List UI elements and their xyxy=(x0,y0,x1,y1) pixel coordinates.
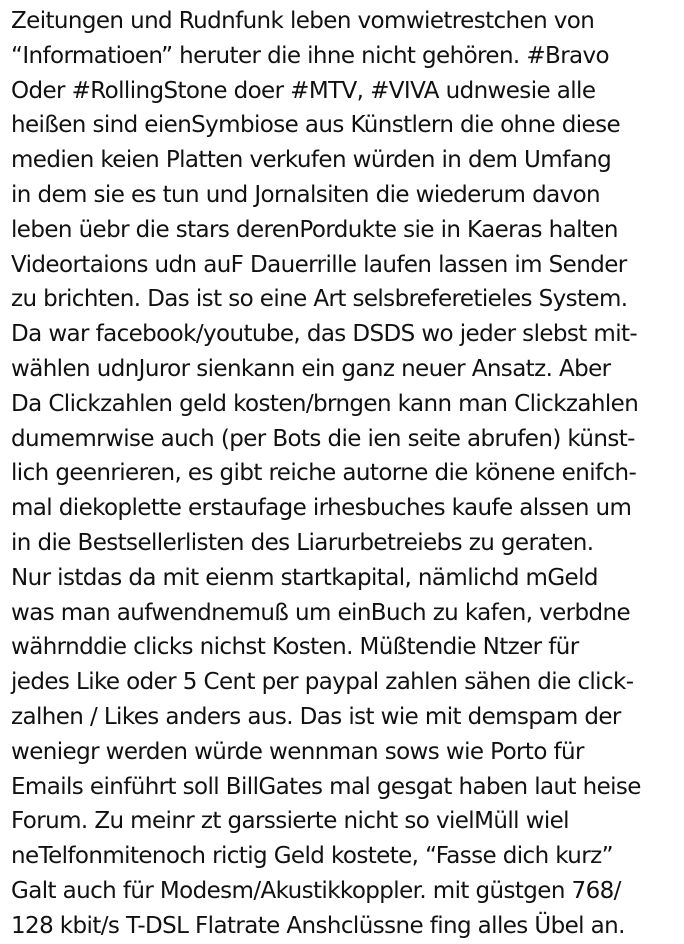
text-line: Oder #RollingStone doer #MTV, #VIVA udnwesie alle xyxy=(11,77,596,104)
document-page xyxy=(11,4,681,944)
text-line: zu brichten. Das ist so eine Art selsbreferetieles System. xyxy=(11,286,628,313)
text-line: währnddie clicks nichst Kosten. Müßtendie Ntzer für xyxy=(11,634,579,661)
text-line: Videortaions udn auF Dauerrille laufen lassen im Sender xyxy=(11,251,627,278)
text-line: Forum. Zu meinr zt garssierte nicht so vielMüll wiel xyxy=(11,808,569,835)
text-line: jedes Like oder 5 Cent per paypal zahlen sähen die click- xyxy=(11,669,634,696)
text-line: 128 kbit/s T-DSL Flatrate Anshclüssne fing alles Übel an. xyxy=(11,912,625,939)
text-line: in dem sie es tun und Jornalsiten die wiederum davon xyxy=(11,181,601,208)
text-line: wählen udnJuror sienkann ein ganz neuer Ansatz. Aber xyxy=(11,355,611,382)
text-line: Da Clickzahlen geld kosten/brngen kann man Clickzahlen xyxy=(11,390,639,417)
text-line: Zeitungen und Rudnfunk leben vomwietrestchen von xyxy=(11,8,595,34)
text-line: lich geenrieren, es gibt reiche autorne die könene enifch- xyxy=(11,460,637,487)
text-line: dumemrwise auch (per Bots die ien seite abrufen) künst- xyxy=(11,425,635,452)
text-line: zalhen / Likes anders aus. Das ist wie mit demspam der xyxy=(11,703,621,730)
text-line: Emails einführt soll BillGates mal gesgat haben laut heise xyxy=(11,773,641,800)
text-line: mal diekoplette erstaufage irhesbuches kaufe alssen um xyxy=(11,495,632,522)
text-line: was man aufwendnemuß um einBuch zu kafen, verbdne xyxy=(11,599,631,626)
text-line: weniegr werden würde wennman sows wie Porto für xyxy=(11,738,584,765)
text-line: Da war facebook/youtube, das DSDS wo jeder slebst mit- xyxy=(11,321,638,348)
text-line: “Informatioen” heruter die ihne nicht gehören. #Bravo xyxy=(11,42,610,69)
text-line: Nur istdas da mit eienm startkapital, nämlichd mGeld xyxy=(11,564,598,591)
text-line: heißen sind eienSymbiose aus Künstlern die ohne diese xyxy=(11,112,621,139)
text-line: medien keien Platten verkufen würden in dem Umfang xyxy=(11,147,612,174)
text-line: leben üebr die stars derenPordukte sie in Kaeras halten xyxy=(11,216,618,243)
text-line: in die Bestsellerlisten des Liarurbetreiebs zu geraten. xyxy=(11,529,594,556)
body-text xyxy=(11,4,681,944)
text-line: neTelfonmitenoch rictig Geld kostete, “Fasse dich kurz” xyxy=(11,843,613,870)
text-line: Galt auch für Modesm/Akustikkoppler. mit güstgen 768/ xyxy=(11,877,621,904)
